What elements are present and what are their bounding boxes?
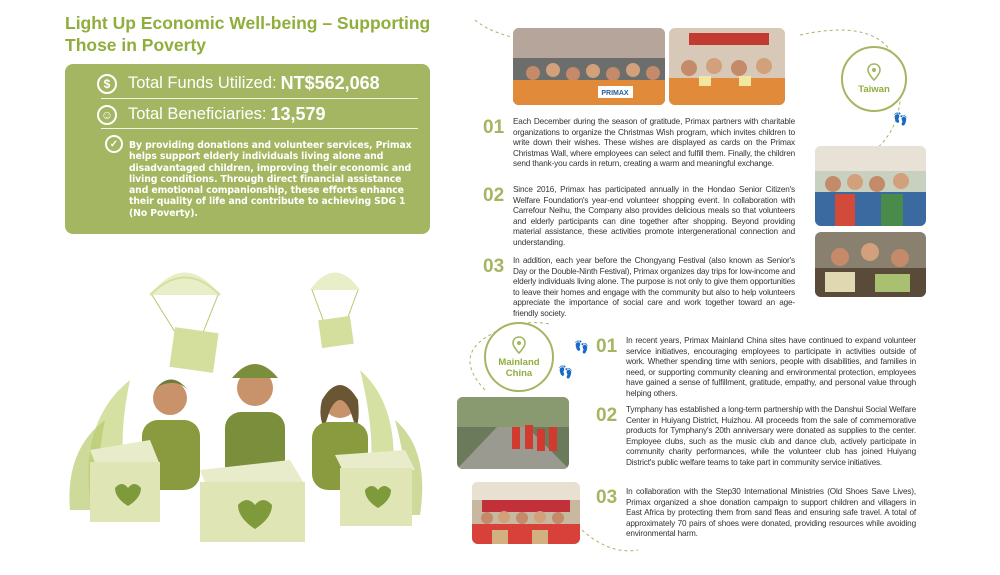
page-title: Light Up Economic Well-being – Supporting Those in Poverty: [65, 13, 431, 55]
item-number: 01: [596, 336, 618, 357]
photo-volunteer-group: [513, 28, 665, 105]
footprints-icon: 👣: [574, 340, 589, 354]
beneficiaries-value: 13,579: [270, 104, 326, 124]
check-icon: ✓: [105, 135, 123, 153]
badge-label: Mainland China: [498, 356, 540, 379]
beneficiaries-stat: [101, 104, 326, 125]
photo-christmas-wall: [669, 28, 785, 105]
summary-panel: [65, 64, 430, 234]
footprints-icon: 👣: [558, 365, 573, 379]
location-pin-icon: [867, 63, 881, 81]
banner-text: PRIMAX: [601, 90, 629, 97]
item-text: Each December during the season of gratitude, Primax partners with charitable organizations to organize the Christmas Wish program, which invites children to write down their wishes. These wishes are displayed as cards on the Primax Christmas Wall, where employees can select and fulfill them. Finally, the children send thank-you cards in return, creating a warm and meaningful exchange.: [513, 117, 795, 169]
footprints-icon: 👣: [893, 112, 908, 126]
photo-community-cleanup: [457, 397, 569, 469]
funds-value: NT$562,068: [280, 73, 380, 93]
photo-shoe-donation: [472, 482, 580, 544]
funds-stat: [101, 73, 380, 94]
item-text: Since 2016, Primax has participated annually in the Hondao Senior Citizen's Welfare Foundation's year-end volunteer shopping event. In collaboration with Carrefour Neihu, the Company also provides delicious meals so that volunteers and elderly participants can dine together after shopping. Beyond providing material assistance, these activities promote intergenerational connection and understanding.: [513, 185, 795, 247]
summary-description: By providing donations and volunteer services, Primax helps support elderly individuals living alone and disadvantaged children, improving their economic and living conditions. Through direct financial assistance and emotional companionship, these efforts enhance their quality of life and contribute to achieving SDG 1 (No Poverty).: [129, 140, 412, 219]
badge-label: Taiwan: [858, 84, 890, 95]
dollar-icon: $: [97, 74, 117, 94]
item-number: 02: [596, 405, 618, 426]
item-number: 02: [483, 185, 505, 206]
divider: [101, 98, 418, 99]
item-number: 03: [483, 256, 505, 277]
location-pin-icon: [512, 336, 526, 354]
funds-label: Total Funds Utilized:: [128, 74, 277, 92]
item-text: In recent years, Primax Mainland China sites have continued to expand volunteer service initiatives, encouraging employees to participate in activities outside of work. Whether spending time with seniors, people with disabilities, and families in need, or supporting community cleaning and environmental protection, employees have gained a sense of fulfillment, gratitude, empathy, and personal value through helping others.: [626, 336, 916, 398]
item-number: 03: [596, 487, 618, 508]
smiley-icon: ☺: [97, 105, 117, 125]
volunteers-illustration: [60, 250, 440, 550]
beneficiaries-label: Total Beneficiaries:: [128, 105, 267, 123]
item-number: 01: [483, 117, 505, 138]
region-badge-taiwan: [841, 46, 907, 112]
divider: [101, 128, 418, 129]
parachute-icon: [310, 273, 360, 349]
parachute-icon: [150, 273, 220, 373]
item-text: Tymphany has established a long-term partnership with the Danshui Social Welfare Center in Huiyang District, Huizhou. All proceeds from the sale of commemorative products for Tymphany's 20th anniversary were donated as supplies to the center. Employee clubs, such as the music club and dance club, actively participate in community charity performances, while the volunteer club has joined Huiyang District's public welfare teams to take part in community service initiatives.: [626, 405, 916, 467]
photo-meal-event: [815, 232, 926, 297]
item-text: In addition, each year before the Chongyang Festival (also known as Senior's Day or the Double-Ninth Festival), Primax organizes day trips for low-income and elderly individuals living alone. The purpose is not only to give them opportunities to leave their homes and engage with the community but also to help volunteers appreciate the importance of social care and work together toward an age-friendly society.: [513, 256, 795, 318]
region-badge-mainland-china: [484, 322, 554, 392]
photo-children-group: [815, 146, 926, 226]
item-text: In collaboration with the Step30 International Ministries (Old Shoes Save Lives), Primax organized a shoe donation campaign to support children and villagers in East Africa by protecting them from sand fleas and ensuring safe travel. A total of approximately 70 pairs of shoes were donated, providing resources while avoiding environmental harm.: [626, 487, 916, 539]
